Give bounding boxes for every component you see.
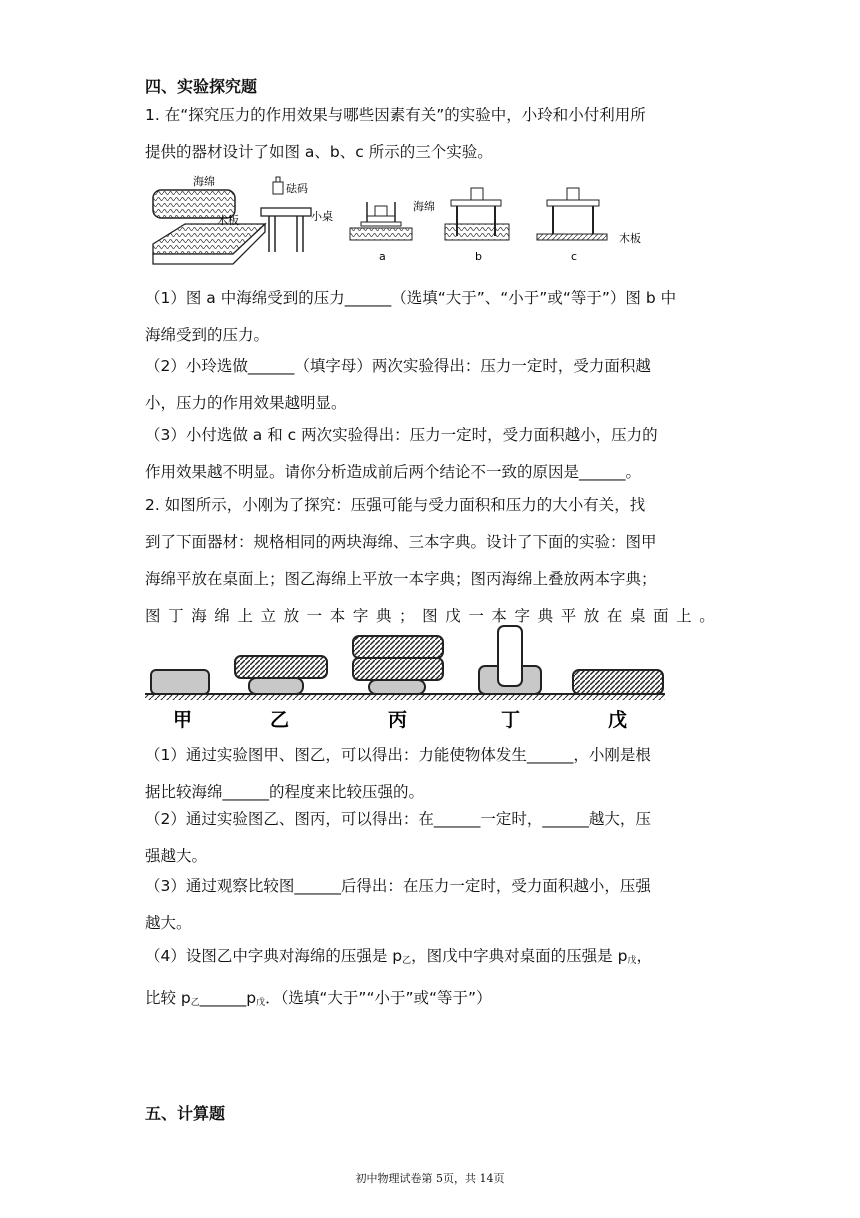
weight-icon	[273, 182, 283, 194]
q2-part-4-line-2: 比较 $p_乙\_\_\_\_\_\_p_戊$．（选填“大于”“小于”或“等于”）	[145, 989, 492, 1008]
label-c: c	[571, 250, 578, 263]
label-ding: 丁	[501, 709, 521, 731]
board-c	[537, 234, 607, 240]
small-table	[261, 208, 311, 216]
dictionary-yi	[235, 656, 327, 678]
q2-part-2-line: 强越大。	[145, 847, 208, 865]
q2-stem-line: 2. 如图所示，小刚为了探究：压强可能与受力面积和压力的大小有关，找	[145, 496, 646, 514]
dictionary-wu	[573, 670, 663, 694]
q2-part-4-line-1: （4）设图乙中字典对海绵的压强是 $p_乙$，图戊中字典对桌面的压强是 $p_戊$，	[145, 947, 652, 966]
q2-part-1	[145, 737, 715, 811]
q1-part-1-line: 海绵受到的压力。	[145, 326, 270, 344]
q1-stem-line: 提供的器材设计了如图 a、b、c 所示的三个实验。	[145, 143, 493, 161]
label-b: b	[475, 250, 482, 263]
q1-part-3	[145, 417, 715, 491]
q1-figure	[145, 172, 645, 272]
label-jia: 甲	[173, 709, 193, 731]
label-wu: 戊	[608, 709, 628, 731]
label-yi: 乙	[270, 709, 290, 731]
sponge-jia	[151, 670, 209, 694]
q1-stem-line: 1. 在“探究压力的作用效果与哪些因素有关”的实验中，小玲和小付利用所	[145, 106, 646, 124]
q1-part-2	[145, 348, 715, 422]
q1-part-1	[145, 280, 715, 354]
q2-part-3-line: （3）通过观察比较图______后得出：在压力一定时，受力面积越小，压强	[145, 877, 651, 895]
label-board: 木板	[217, 214, 239, 227]
q1-part-1-line: （1）图 a 中海绵受到的压力______（选填“大于”、“小于”或“等于”）图 b 中	[145, 289, 677, 307]
q1-stem	[145, 97, 715, 171]
label-a: a	[379, 250, 386, 263]
q2-part-2	[145, 801, 715, 875]
section-4-title: 四、实验探究题	[145, 77, 258, 96]
label-board2: 木板	[619, 232, 641, 245]
q2-part-3-line: 越大。	[145, 914, 192, 932]
dictionary-bing-1	[353, 658, 443, 680]
sponge-b	[445, 224, 509, 240]
q1-part-3-line: （3）小付选做 a 和 c 两次实验得出：压力一定时，受力面积越小，压力的	[145, 426, 658, 444]
q2-part-4	[145, 938, 715, 1022]
dictionary-ding	[498, 626, 522, 686]
q1-part-3-line: 作用效果越不明显。请你分析造成前后两个结论不一致的原因是______。	[145, 463, 642, 481]
dictionary-bing-2	[353, 636, 443, 658]
label-sponge: 海绵	[193, 175, 215, 188]
sponge-a	[350, 228, 412, 240]
section-5-title: 五、计算题	[145, 1104, 226, 1123]
label-table: 小桌	[311, 210, 333, 223]
sponge-bing	[369, 680, 425, 694]
label-bing: 丙	[388, 709, 408, 731]
q2-part-3	[145, 868, 715, 942]
q2-stem-line: 海绵平放在桌面上；图乙海绵上平放一本字典；图丙海绵上叠放两本字典；	[145, 570, 657, 588]
q2-stem-line: 到了下面器材：规格相同的两块海绵、三本字典。设计了下面的实验：图甲	[145, 533, 657, 551]
label-weight: 砝码	[286, 182, 308, 195]
q2-figure	[145, 620, 675, 735]
q1-part-2-line: （2）小玲选做______（填字母）两次实验得出：压力一定时，受力面积越	[145, 357, 651, 375]
page-footer: 初中物理试卷第 5页，共 14页	[355, 1172, 505, 1185]
sponge-yi	[249, 678, 303, 694]
q2-stem-last-line: 图 丁 海 绵 上 立 放 一 本 字 典 ； 图 戊 一 本 字 典 平 放 在 桌 面 上 。	[145, 607, 715, 625]
q2-part-2-line: （2）通过实验图乙、图丙，可以得出：在______一定时，______越大，压	[145, 810, 651, 828]
q2-stem	[145, 487, 715, 635]
q2-part-1-line: （1）通过实验图甲、图乙，可以得出：力能使物体发生______，小刚是根	[145, 746, 651, 764]
label-sponge2: 海绵	[413, 200, 435, 213]
q1-part-2-line: 小，压力的作用效果越明显。	[145, 394, 347, 412]
q2-part-1-line: 据比较海绵______的程度来比较压强的。	[145, 783, 425, 801]
